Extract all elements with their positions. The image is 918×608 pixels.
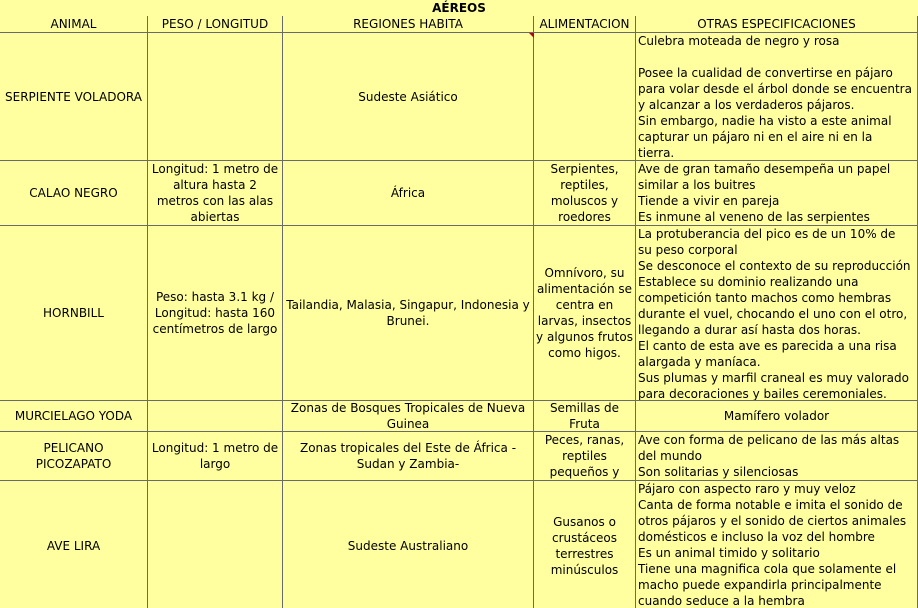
cell-regiones[interactable] (283, 226, 534, 401)
header-animal[interactable]: ANIMAL (0, 16, 148, 33)
cell-otras[interactable] (636, 401, 918, 432)
cell-peso[interactable] (148, 401, 283, 432)
cell-text: Zonas tropicales del Este de África - Sudan y Zambia- (299, 441, 517, 471)
cell-text: Longitud: 1 metro de largo (151, 441, 279, 471)
cell-text: Gusanos o crustáceos terrestres minúsculos (550, 514, 619, 577)
cell-alimentacion[interactable] (534, 161, 636, 226)
cell-otras[interactable] (636, 226, 918, 401)
cell-text: Ave de gran tamaño desempeña un papel similar a los buitres Tiende a vivir en pareja Es inmune al veneno de las serpientes (638, 162, 891, 224)
cell-peso[interactable] (148, 226, 283, 401)
cell-animal[interactable] (0, 226, 148, 401)
cell-text: Zonas de Bosques Tropicales de Nueva Guinea (290, 401, 526, 431)
cell-text: MURCIELAGO YODA (14, 409, 133, 423)
cell-otras[interactable] (636, 481, 918, 608)
cell-text: PELICANO PICOZAPATO (35, 441, 112, 471)
cell-regiones[interactable] (283, 401, 534, 432)
cell-text: África (390, 186, 426, 200)
cell-peso[interactable] (148, 432, 283, 481)
cell-regiones[interactable] (283, 33, 534, 161)
cell-text: Omnívoro, su alimentación se centra en larvas, insectos y algunos frutos como higos. (536, 266, 633, 360)
cell-text: HORNBILL (43, 306, 104, 320)
cell-text: Mamífero volador (723, 409, 830, 423)
cell-animal[interactable] (0, 401, 148, 432)
cell-text: Sudeste Australiano (347, 538, 469, 553)
cell-text: Serpientes, reptiles, moluscos y roedores (550, 162, 619, 224)
cell-text: Sudeste Asiático (358, 89, 458, 104)
cell-alimentacion[interactable] (534, 481, 636, 608)
sheet-title[interactable]: AÉREOS (0, 0, 918, 17)
cell-alimentacion[interactable] (534, 33, 636, 161)
cell-text: AVE LIRA (46, 538, 101, 553)
cell-text: Tailandia, Malasia, Singapur, Indonesia y Brunei. (286, 298, 530, 328)
cell-animal[interactable] (0, 432, 148, 481)
cell-text: Semillas de Fruta (549, 401, 620, 431)
cell-animal[interactable] (0, 33, 148, 161)
cell-text: Pájaro con aspecto raro y muy veloz Canta de forma notable e imita el sonido de otros pájaros y el sonido de ciertos animales domésticos e incluso la voz del hombre Es un animal timido y solitario Tiene una magnifica cola que solamente el macho puede expandirla principalmente cuando seduce a la hembra (638, 482, 907, 608)
cell-text: Culebra moteada de negro y rosa Posee la cualidad de convertirse en pájaro para volar desde el árbol donde se encuentra y alcanzar a los verdaderos pájaros. Sin embargo, nadie ha visto a este animal capturar un pájaro ni en el aire ni en la tierra. (638, 34, 912, 160)
cell-otras[interactable] (636, 33, 918, 161)
cell-animal[interactable] (0, 161, 148, 226)
cell-regiones[interactable] (283, 481, 534, 608)
cell-text: CALAO NEGRO (29, 186, 118, 200)
cell-text: SERPIENTE VOLADORA (5, 89, 142, 104)
header-otras[interactable]: OTRAS ESPECIFICACIONES (636, 16, 918, 33)
cell-text: Longitud: 1 metro de altura hasta 2 metros con las alas abiertas (151, 162, 279, 224)
cell-alimentacion[interactable] (534, 432, 636, 481)
cell-text: Peces, ranas, reptiles pequeños y (544, 433, 625, 479)
header-peso[interactable]: PESO / LONGITUD (148, 16, 283, 33)
cell-animal[interactable] (0, 481, 148, 608)
cell-alimentacion[interactable] (534, 226, 636, 401)
cell-peso[interactable] (148, 33, 283, 161)
cell-otras[interactable] (636, 432, 918, 481)
cell-peso[interactable] (148, 481, 283, 608)
cell-peso[interactable] (148, 161, 283, 226)
cell-alimentacion[interactable] (534, 401, 636, 432)
cell-text: La protuberancia del pico es de un 10% de su peso corporal Se desconoce el contexto de su reproducción Establece su dominio realizando una competición tanto machos como hembras durante el vuel, chocando el uno con el otro, llegando a durar así hasta dos horas. El canto de esta ave es parecida a una risa alargada y maníaca. Sus plumas y marfil craneal es muy valorado para decoraciones y bailes ceremoniales. (638, 227, 911, 401)
comment-indicator-icon[interactable] (529, 33, 534, 38)
cell-regiones[interactable] (283, 161, 534, 226)
cell-text: Ave con forma de pelicano de las más altas del mundo Son solitarias y silenciosas (638, 433, 900, 479)
header-regiones[interactable]: REGIONES HABITA (283, 16, 534, 33)
header-alimentacion[interactable]: ALIMENTACION (534, 16, 636, 33)
cell-text: Peso: hasta 3.1 kg / Longitud: hasta 160 centímetros de largo (152, 290, 278, 336)
cell-regiones[interactable] (283, 432, 534, 481)
cell-otras[interactable] (636, 161, 918, 226)
